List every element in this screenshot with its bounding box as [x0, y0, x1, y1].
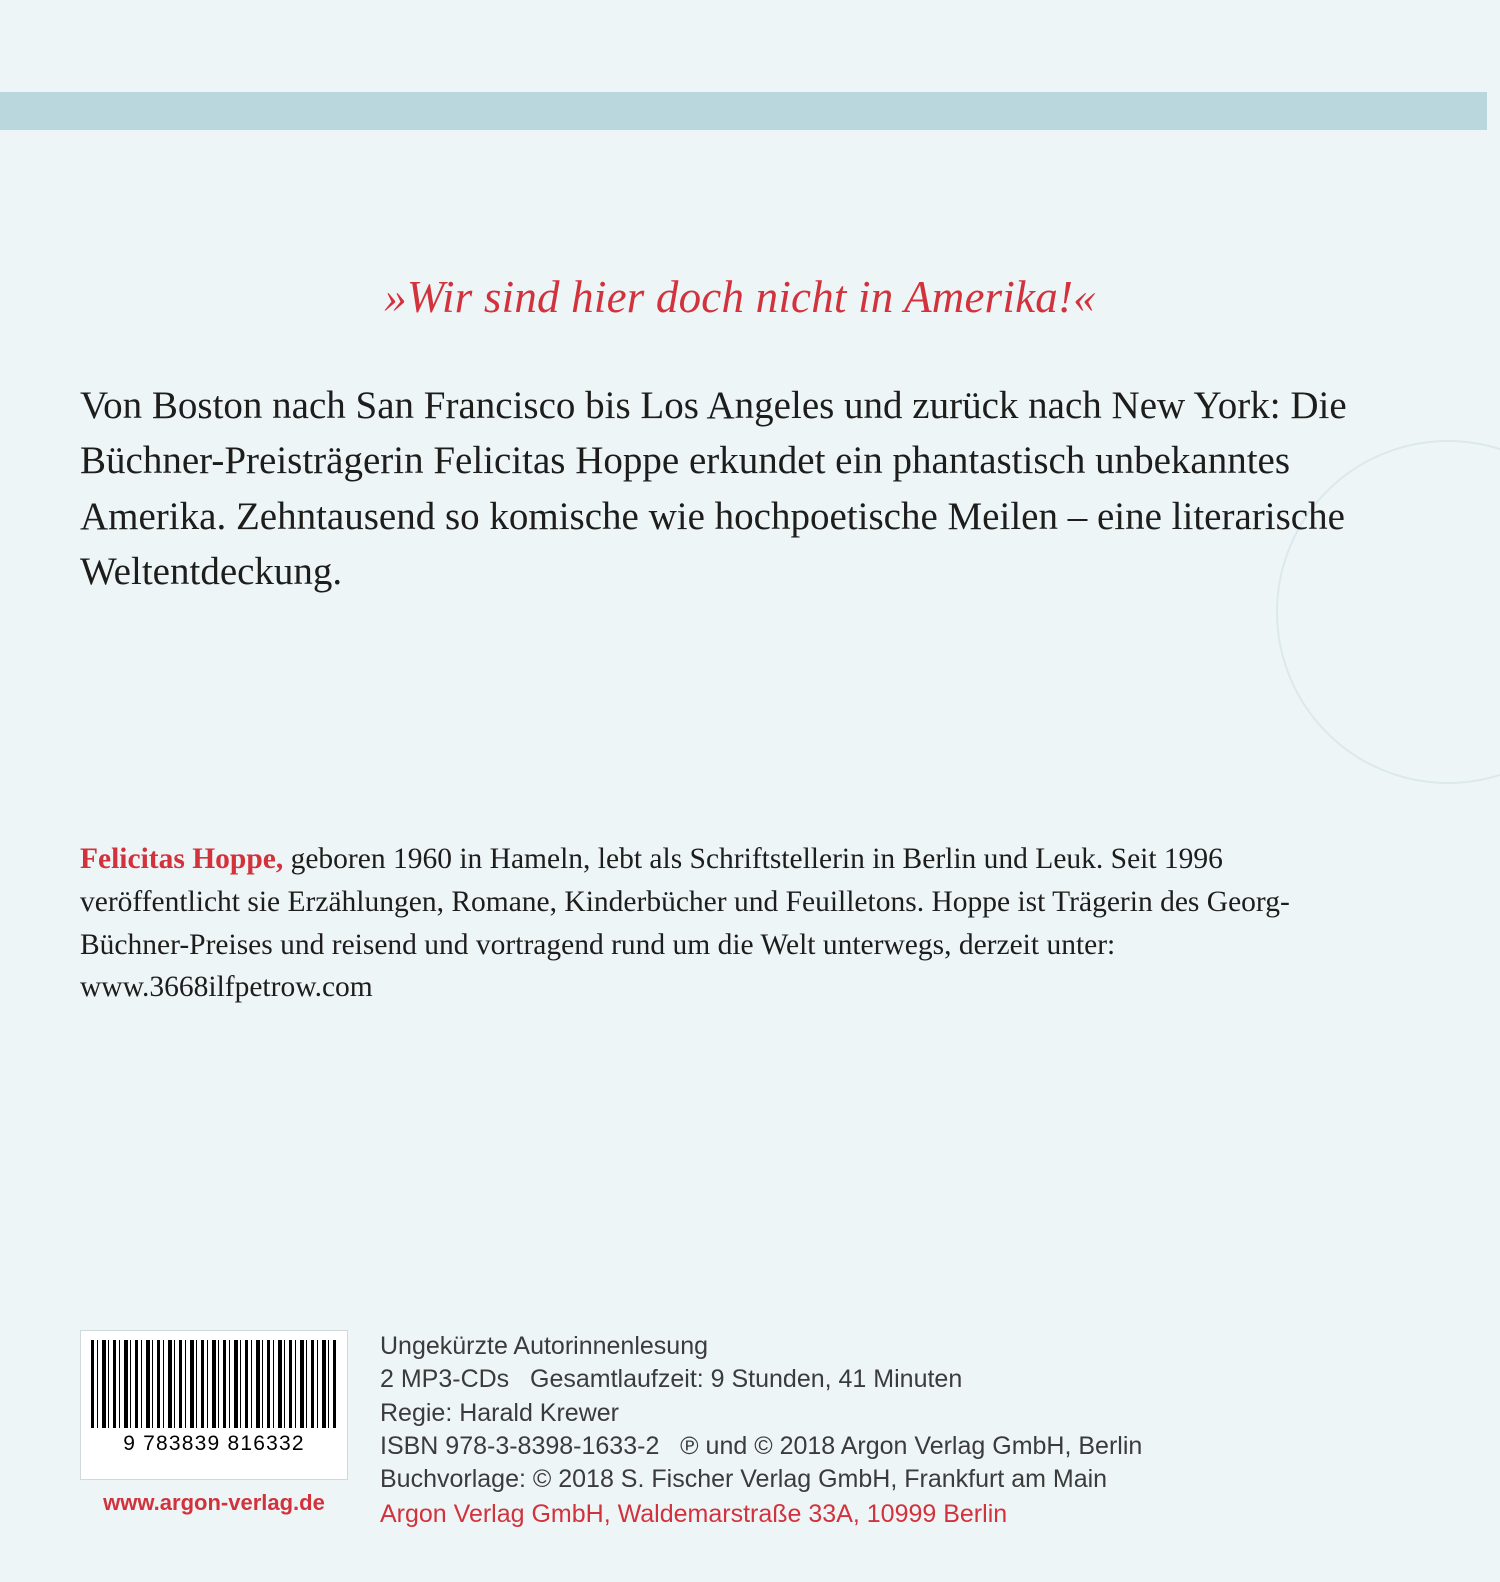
author-bio [80, 838, 1370, 1009]
meta-source: Buchvorlage: © 2018 S. Fischer Verlag GmbH, Frankfurt am Main [380, 1465, 1108, 1493]
author-name: Felicitas Hoppe, [80, 843, 284, 875]
product-metadata [380, 1330, 1420, 1532]
page-headline: »Wir sind hier doch nicht in Amerika!« [384, 272, 1096, 322]
meta-director: Regie: Harald Krewer [380, 1398, 619, 1427]
meta-isbn: ISBN 978-3-8398-1633-2 ℗ und © 2018 Argon Verlag GmbH, Berlin [380, 1431, 1143, 1460]
author-bio-text: geboren 1960 in Hameln, lebt als Schriftstellerin in Berlin und Leuk. Seit 1996 veröffentlicht sie Erzählungen, Romane, Kinderbücher und Feuilletons. Hoppe ist Trägerin des Georg-Büchner-Preises und reisend und vortragend rund um die Welt unterwegs, derzeit unter: www.3668ilfpetrow.com [80, 843, 1290, 1004]
publisher-website-link[interactable]: www.argon-verlag.de [103, 1490, 325, 1515]
meta-media: 2 MP3-CDs Gesamtlaufzeit: 9 Stunden, 41 Minuten [380, 1365, 963, 1394]
book-blurb: Von Boston nach San Francisco bis Los Angeles und zurück nach New York: Die Büchner-Preisträgerin Felicitas Hoppe erkundet ein phantastisch unbekanntes Amerika. Zehntausend so komische wie hochpoetische Meilen – eine literarische Weltentdeckung. [80, 384, 1347, 594]
barcode-bars-icon [91, 1340, 337, 1428]
barcode [80, 1330, 348, 1480]
meta-format: Ungekürzte Autorinnenlesung [380, 1332, 709, 1360]
barcode-number: 9 783839 816332 [123, 1432, 305, 1455]
meta-imprint: Argon Verlag GmbH, Waldemarstraße 33A, 10999 Berlin [380, 1500, 1008, 1529]
